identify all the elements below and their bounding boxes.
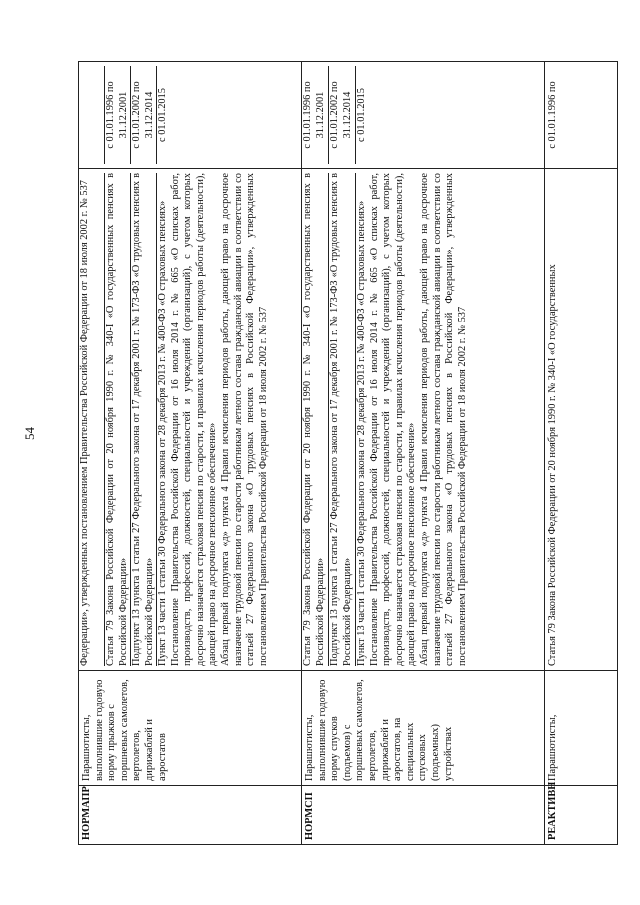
legal-block bbox=[105, 173, 131, 666]
legal-text: Абзац первый подпункта «д» пункта 4 Правил исчисления периодов работы, дающей право на досрочное назначение трудовой пенсии по старости работникам летного состава гражданской авиации в соответствии со статьей 27 Федерального закона «О трудовых пенсиях в Российской Федерации», утвержденных постановлением Правительства Российской Федерации от 18 июля 2002 г. № 537 bbox=[219, 173, 269, 666]
legal-text: Пункт 13 части 1 статьи 30 Федерального закона от 28 декабря 2013 г. № 400-ФЗ «О страховых пенсиях» bbox=[356, 200, 367, 666]
legal-text: Пункт 13 части 1 статьи 30 Федерального закона от 28 декабря 2013 г. № 400-ФЗ «О страховых пенсиях» bbox=[157, 200, 168, 666]
legal-block bbox=[157, 173, 270, 666]
period-text: с 01.01.2015 bbox=[157, 88, 168, 142]
code-cell: НОРМАПР bbox=[79, 786, 302, 845]
legal-block bbox=[131, 173, 157, 666]
period-block bbox=[105, 66, 131, 164]
legal-text: Абзац первый подпункта «д» пункта 4 Правил исчисления периодов работы, дающей право на досрочное назначение трудовой пенсии по старости работникам летного состава гражданской авиации в соответствии со статьей 27 Федерального закона «О трудовых пенсиях в Российской Федерации», утвержденных постановлением Правительства Российской Федерации от 18 июля 2002 г. № 537 bbox=[418, 173, 468, 666]
period-block bbox=[157, 66, 170, 164]
legal-block bbox=[302, 173, 329, 666]
legal-text: Подпункт 13 пункта 1 статьи 27 Федерального закона от 17 декабря 2001 г. № 173-ФЗ «О трудовых пенсиях в Российской Федерации» bbox=[329, 173, 353, 666]
period-block bbox=[131, 66, 157, 164]
table-row bbox=[545, 62, 618, 845]
period-cell bbox=[79, 62, 302, 169]
legal-text: Статья 79 Закона Российской Федерации от 20 ноября 1990 г. № 340-I «О государственных bbox=[547, 264, 558, 666]
legal-text: Статья 79 Закона Российской Федерации от 20 ноября 1990 г. № 340-I «О государственных пенсиях в Российской Федерации» bbox=[302, 173, 326, 666]
period-text: с 01.01.2015 bbox=[356, 88, 367, 142]
pension-rules-table bbox=[78, 61, 618, 845]
period-cell bbox=[302, 62, 545, 169]
table-row bbox=[79, 62, 302, 845]
period-cell: с 01.01.1996 по bbox=[545, 62, 618, 169]
period-text: с 01.01.1996 по 31.12.2001 bbox=[302, 81, 326, 149]
period-block bbox=[302, 66, 329, 164]
legal-text: Постановление Правительства Российской Федерации от 16 июля 2014 г. № 665 «О списках работ, производств, профессий, должностей, специальностей и учреждений (организаций), с учетом которых досрочно назначается страховая пенсия по старости, и правилах исчисления периодов работы (деятельности), дающей право на досрочное пенсионное обеспечение» bbox=[368, 173, 418, 666]
code-cell: РЕАКТИВН bbox=[545, 786, 618, 845]
table-row bbox=[302, 62, 545, 845]
period-text: с 01.01.1996 по 31.12.2001 bbox=[105, 81, 129, 149]
period-text: с 01.01.2002 по 31.12.2014 bbox=[131, 81, 155, 149]
legal-basis-cell bbox=[79, 169, 302, 671]
page-number: 54 bbox=[22, 427, 37, 440]
legal-text: Постановление Правительства Российской Федерации от 16 июля 2014 г. № 665 «О списках работ, производств, профессий, должностей, специальностей и учреждений (организаций), с учетом которых досрочно назначается страховая пенсия по старости, и правилах исчисления периодов работы (деятельности), дающей право на досрочное пенсионное обеспечение» bbox=[169, 173, 219, 666]
code-cell: НОРМСП bbox=[302, 786, 545, 845]
legal-block bbox=[79, 173, 105, 666]
legal-block bbox=[329, 173, 356, 666]
profession-cell: Парашютисты, bbox=[545, 671, 618, 786]
profession-cell: Парашютисты, выполнившие годовую норму спусков (подъемов) с поршневых самолетов, вертолетов, дирижаблей и аэростатов, на специальных спусковых (подъемных) устройствах bbox=[302, 671, 545, 786]
legal-text: Федерации», утвержденных постановлением Правительства Российской Федерации от 18 июля 2002 г. № 537 bbox=[79, 180, 90, 666]
period-block bbox=[356, 66, 369, 164]
rotated-table-wrapper bbox=[78, 62, 618, 845]
legal-basis-cell bbox=[302, 169, 545, 671]
period-block bbox=[79, 66, 105, 164]
legal-basis-cell bbox=[545, 169, 618, 671]
period-text: с 01.01.2002 по 31.12.2014 bbox=[329, 81, 353, 149]
legal-block bbox=[356, 173, 469, 666]
profession-cell: Парашютисты, выполнившие годовую норму прыжков с поршневых самолетов, вертолетов, дирижаблей и аэростатов bbox=[79, 671, 302, 786]
period-block bbox=[329, 66, 356, 164]
legal-text: Статья 79 Закона Российской Федерации от 20 ноября 1990 г. № 340-I «О государственных пенсиях в Российской Федерации» bbox=[105, 173, 129, 666]
legal-text: Подпункт 13 пункта 1 статьи 27 Федерального закона от 17 декабря 2001 г. № 173-ФЗ «О трудовых пенсиях в Российской Федерации» bbox=[131, 173, 155, 666]
